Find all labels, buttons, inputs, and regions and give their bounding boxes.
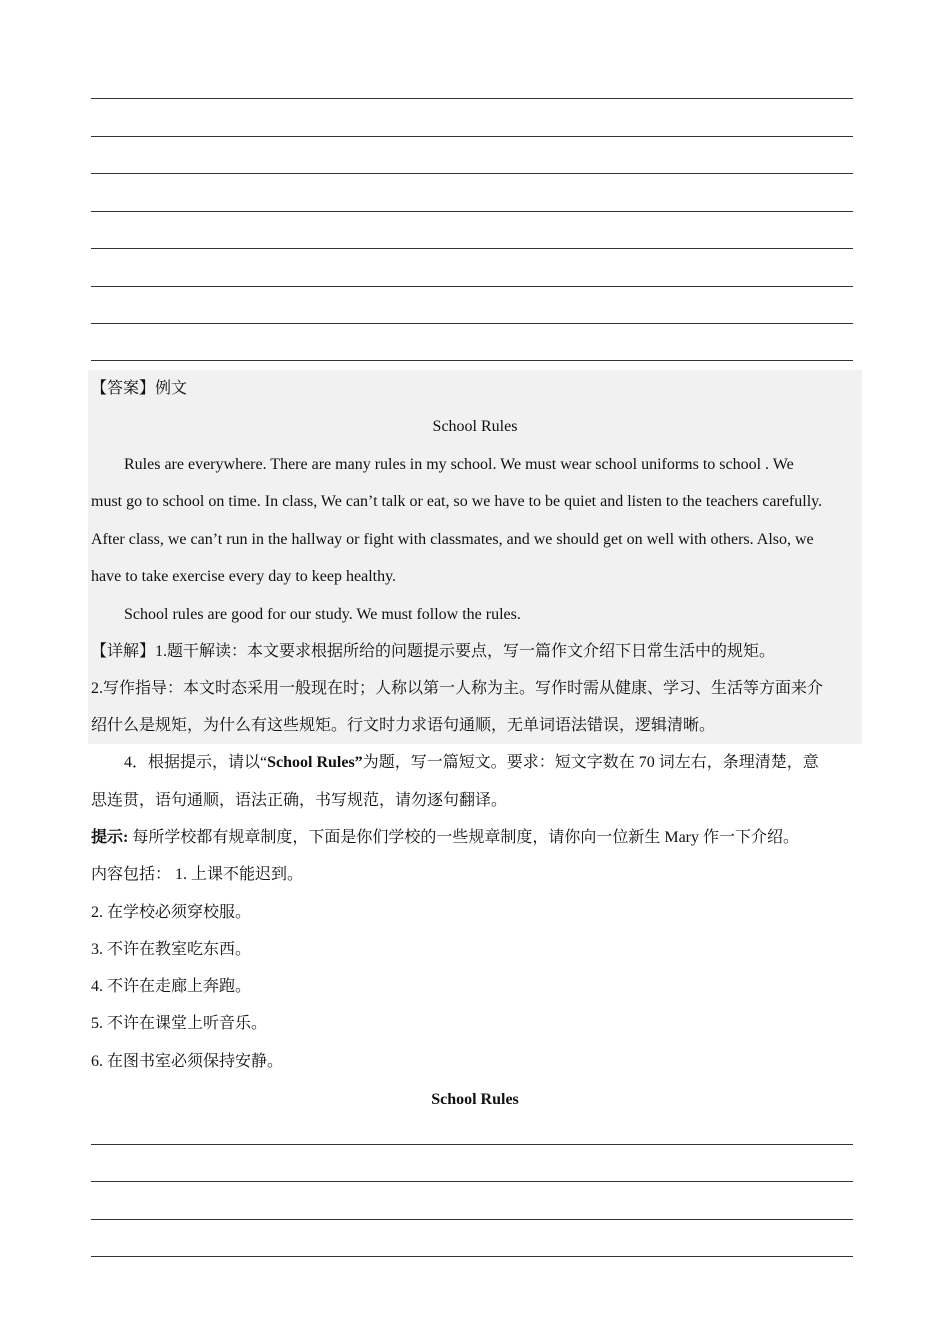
writing-line: [91, 286, 853, 287]
rule-item: 5. 不许在课堂上听音乐。: [91, 1015, 268, 1032]
explanation-line: 【详解】1.题干解读：本文要求根据所给的问题提示要点，写一篇作文介绍下日常生活中的规矩。: [91, 643, 776, 660]
answer-paragraph-line: School rules are good for our study. We must follow the rules.: [124, 606, 521, 623]
content-line: 内容包括： 1. 上课不能迟到。: [91, 866, 304, 883]
hint-text: 每所学校都有规章制度，下面是你们学校的一些规章制度，请你向一位新生 Mary 作一下介绍。: [128, 829, 800, 846]
answer-paragraph-line: must go to school on time. In class, We can’t talk or eat, so we have to be quiet and listen to the teachers carefully.: [91, 493, 823, 510]
answer-label: 【答案】例文: [91, 380, 188, 397]
answer-paragraph-line: have to take exercise every day to keep healthy.: [91, 568, 397, 585]
rule-item: 6. 在图书室必须保持安静。: [91, 1053, 284, 1070]
question-4-prefix: 4．根据提示，请以“: [124, 754, 268, 771]
writing-line: [91, 323, 853, 324]
rule-item: 2. 在学校必须穿校服。: [91, 904, 252, 921]
writing-line: [91, 1219, 853, 1220]
question-4-line: 思连贯，语句通顺，语法正确，书写规范，请勿逐句翻译。: [91, 792, 508, 809]
writing-line: [91, 173, 853, 174]
question-4-suffix: 为题，写一篇短文。要求：短文字数在 70 词左右，条理清楚，意: [362, 754, 819, 771]
question-4-line: [124, 753, 819, 773]
writing-line: [91, 360, 853, 361]
writing-line: [91, 136, 853, 137]
explanation-line: 2.写作指导：本文时态采用一般现在时；人称以第一人称为主。写作时需从健康、学习、生活等方面来介: [91, 680, 824, 697]
hint-line: [91, 828, 799, 848]
answer-paragraph-line: Rules are everywhere. There are many rules in my school. We must wear school uniforms to school . We: [124, 456, 794, 473]
rule-item: 4. 不许在走廊上奔跑。: [91, 978, 252, 995]
writing-line: [91, 1256, 853, 1257]
rule-item: 3. 不许在教室吃东西。: [91, 941, 252, 958]
writing-line: [91, 1181, 853, 1182]
writing-line: [91, 211, 853, 212]
writing-line: [91, 248, 853, 249]
writing-line: [91, 1144, 853, 1145]
question-4-title: [0, 1090, 950, 1110]
hint-label: 提示:: [91, 829, 129, 846]
answer-paragraph-line: After class, we can’t run in the hallway or fight with classmates, and we should get on well with others. Also, we: [91, 531, 814, 548]
explanation-line: 绍什么是规矩，为什么有这些规矩。行文时力求语句通顺，无单词语法错误，逻辑清晰。: [91, 717, 716, 734]
answer-title: School Rules: [432, 418, 518, 435]
writing-line: [91, 98, 853, 99]
question-4-title-text: School Rules: [431, 1091, 519, 1108]
question-4-topic: School Rules”: [267, 754, 363, 771]
